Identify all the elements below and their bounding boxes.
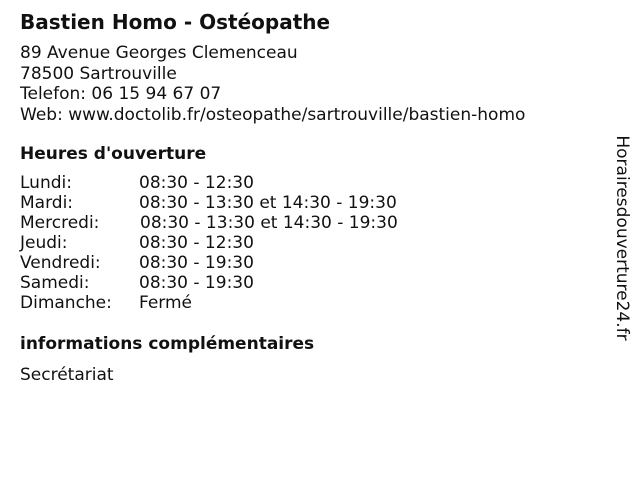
contact-info xyxy=(20,43,525,125)
hours-row-sunday xyxy=(20,293,440,313)
opening-hours-heading: Heures d'ouverture xyxy=(20,144,207,164)
hours-row-wednesday xyxy=(20,213,440,233)
day-label: Vendredi: xyxy=(20,253,101,273)
page-title: Bastien Homo - Ostéopathe xyxy=(20,10,331,34)
day-hours: 08:30 - 19:30 xyxy=(139,253,254,273)
day-hours: 08:30 - 12:30 xyxy=(139,173,254,193)
website-link: Web: www.doctolib.fr/osteopathe/sartrouville/bastien-homo xyxy=(20,104,526,125)
address-city: 78500 Sartrouville xyxy=(20,63,177,84)
day-label: Lundi: xyxy=(20,173,72,193)
day-hours: Fermé xyxy=(139,293,193,313)
hours-row-saturday xyxy=(20,273,440,293)
opening-hours-list xyxy=(20,173,440,313)
additional-info-text: Secrétariat xyxy=(20,365,114,385)
additional-info-heading: informations complémentaires xyxy=(20,334,315,354)
address-street: 89 Avenue Georges Clemenceau xyxy=(20,43,298,63)
day-hours: 08:30 - 13:30 et 14:30 - 19:30 xyxy=(140,213,398,233)
phone-number: Telefon: 06 15 94 67 07 xyxy=(20,84,222,104)
day-label: Jeudi: xyxy=(20,233,68,253)
site-watermark: Horairesdouverture24.fr xyxy=(612,135,632,341)
day-label: Mercredi: xyxy=(20,213,100,233)
day-label: Mardi: xyxy=(20,193,74,213)
hours-row-monday xyxy=(20,173,440,193)
hours-row-friday xyxy=(20,253,440,273)
day-hours: 08:30 - 19:30 xyxy=(139,273,254,293)
day-label: Samedi: xyxy=(20,273,90,293)
hours-row-thursday xyxy=(20,233,440,253)
day-label: Dimanche: xyxy=(20,293,112,313)
hours-row-tuesday xyxy=(20,193,440,213)
day-hours: 08:30 - 12:30 xyxy=(139,233,254,253)
day-hours: 08:30 - 13:30 et 14:30 - 19:30 xyxy=(139,193,397,213)
